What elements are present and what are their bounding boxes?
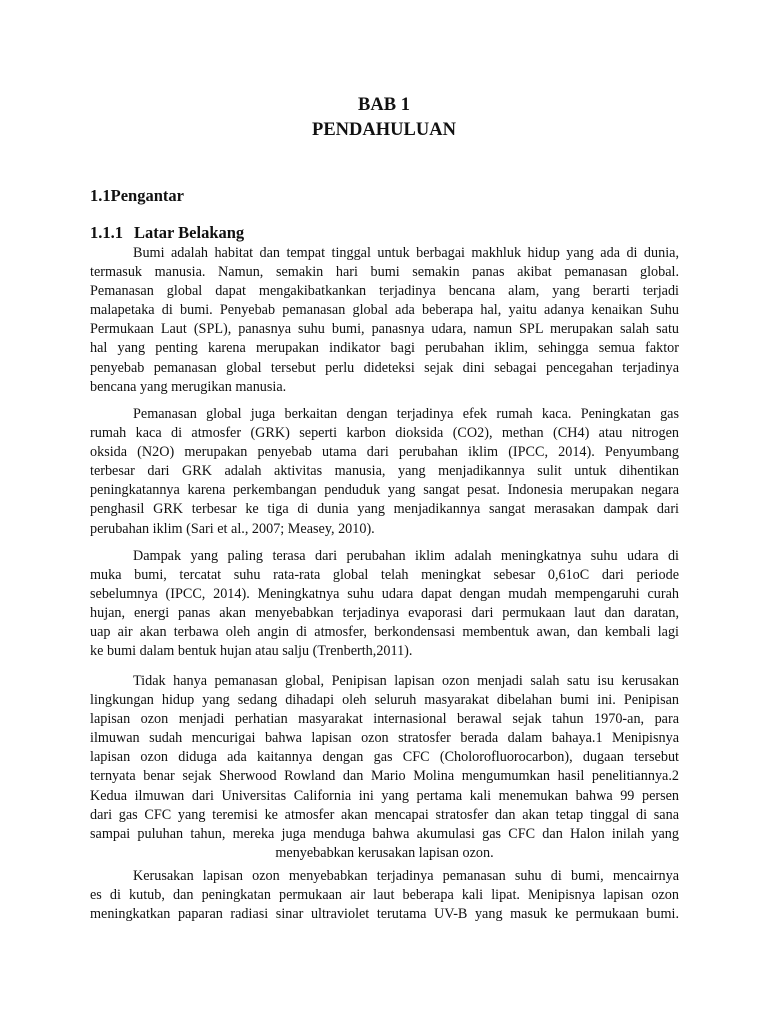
paragraph-line: malapetaka di bumi. Penyebab pemanasan global ada beberapa hal, yaitu adanya kenaikan Suhu [90,302,679,319]
paragraph-line: Tidak hanya pemanasan global, Penipisan lapisan ozon menjadi salah satu isu kerusakan [133,673,679,689]
paragraph-5 [90,867,679,924]
paragraph-line: lapisan ozon diduga ada kaitannya dengan gas CFC (Cholorofluorocarbon), dugaan tersebut [90,749,679,766]
paragraph-line: perubahan iklim (Sari et al., 2007; Measey, 2010). [90,520,375,537]
paragraph-line: lapisan ozon menjadi perhatian masyarakat internasional berawal sejak tahun 1970-an, para [90,711,679,728]
paragraph-line: Dampak yang paling terasa dari perubahan iklim adalah meningkatnya suhu udara di [133,548,679,564]
paragraph-line: Bumi adalah habitat dan tempat tinggal untuk berbagai makhluk hidup yang ada di dunia, [133,245,679,261]
paragraph-line: ilmuwan sudah mencurigai bahwa lapisan ozon stratosfer berada dalam bahaya.1 Menipisnya [90,730,679,747]
paragraph-line: meningkatkan paparan radiasi sinar ultraviolet terutama UV-B yang masuk ke permukaan bumi. [90,906,679,923]
paragraph-line: es di kutub, dan peningkatan permukaan air laut beberapa kali lipat. Menipisnya lapisan ozon [90,887,679,904]
paragraph-1 [90,244,679,397]
section-heading: 1.1Pengantar [90,186,184,205]
paragraph-line: muka bumi, tercatat suhu rata-rata global telah meningkat sebesar 0,61oC dari periode [90,567,679,584]
paragraph-2 [90,405,679,539]
subsection-heading [90,222,244,244]
paragraph-line: ke bumi dalam bentuk hujan atau salju (Trenberth,2011). [90,643,413,660]
paragraph-4 [90,672,679,863]
paragraph-line: Pemanasan global dapat mengakibatkankan terjadinya bencana alam, yang berarti terjadi [90,283,679,300]
paragraph-line: menyebabkan kerusakan lapisan ozon. [275,844,494,861]
paragraph-line: Kerusakan lapisan ozon menyebabkan terjadinya pemanasan suhu di bumi, mencairnya [133,868,679,884]
chapter-number: BAB 1 [358,95,410,115]
paragraph-line: Permukaan Laut (SPL), panasnya suhu bumi, panasnya udara, namun SPL merupakan salah satu [90,321,679,338]
paragraph-line: ternyata benar sejak Sherwood Rowland dan Mario Molina mengumumkan hasil penelitiannya.2 [90,768,679,785]
paragraph-line: penyebab pemanasan global tersebut perlu dideteksi sejak dini sebagai pencegahan terjadinya [90,359,679,376]
paragraph-line: sampai puluhan tahun, mereka juga menduga bahwa akumulasi gas CFC dan Halon inilah yang [90,825,679,842]
paragraph-line: Pemanasan global juga berkaitan dengan terjadinya efek rumah kaca. Peningkatan gas [133,406,679,422]
paragraph-line: rumah kaca di atmosfer (GRK) seperti karbon dioksida (CO2), methan (CH4) atau nitrogen [90,425,679,442]
paragraph-3 [90,547,679,662]
paragraph-line: oksida (N2O) merupakan penyebab utama dari perubahan iklim (IPCC, 2014). Penyumbang [90,444,679,461]
paragraph-line: lingkungan hidup yang sedang dihadapi oleh seluruh masyarakat dibelahan bumi ini. Penipisan [90,692,679,709]
paragraph-line: peningkatannya karena perkembangan penduduk yang sangat pesat. Indonesia merupakan negara [90,482,679,499]
chapter-title: PENDAHULUAN [312,120,456,140]
paragraph-line: bencana yang merugikan manusia. [90,378,287,395]
paragraph-line: hal yang penting karena merupakan indikator bagi perubahan iklim, sehingga semua faktor [90,340,679,357]
paragraph-line: sebelumnya (IPCC, 2014). Meningkatnya suhu udara dapat dengan mudah mempengaruhi curah [90,586,679,603]
paragraph-line: terbesar dari GRK adalah aktivitas manusia, yang menjadikannya sulit untuk dihentikan [90,463,679,480]
paragraph-line: hujan, energi panas akan menyebabkan terjadinya evaporasi dari permukaan laut dan daratan, [90,605,679,622]
paragraph-line: uap air akan terbawa oleh angin di atmosfer, berkondensasi membentuk awan, dan kembali lagi [90,624,679,641]
paragraph-line: dari gas CFC yang teremisi ke atmosfer akan mencapai stratosfer dan akan tetap tinggal di sana [90,806,679,823]
subsection-number: 1.1.1 [90,223,123,242]
paragraph-line: termasuk manusia. Namun, semakin hari bumi semakin panas akibat pemanasan global. [90,264,679,281]
paragraph-line: Kedua ilmuwan dari Universitas California ini yang pertama kali menemukan bahwa 99 persen [90,787,679,804]
paragraph-line: penghasil GRK terbesar ke tiga di dunia yang menjadikannya sangat merasakan dampak dari [90,501,679,518]
subsection-title: Latar Belakang [134,223,245,242]
